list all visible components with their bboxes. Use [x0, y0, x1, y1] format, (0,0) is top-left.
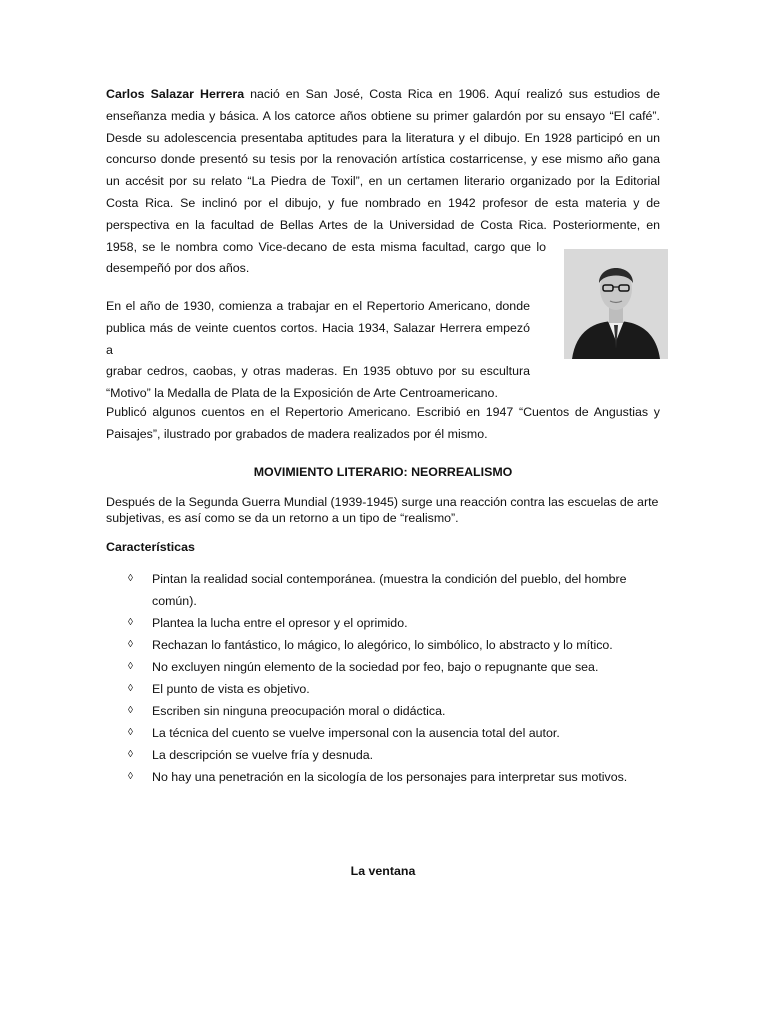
- characteristics-heading: Características: [106, 540, 195, 554]
- story-title: La ventana: [350, 864, 416, 878]
- list-item: ◊ No hay una penetración en la sicología de los personajes para interpretar sus motivos.: [106, 766, 660, 788]
- list-item: ◊ La técnica del cuento se vuelve impersonal con la ausencia total del autor.: [106, 722, 660, 744]
- diamond-bullet-icon: ◊: [128, 749, 133, 760]
- diamond-bullet-icon: ◊: [128, 661, 133, 672]
- list-item: ◊ Escriben sin ninguna preocupación moral o didáctica.: [106, 700, 660, 722]
- portrait-photo-icon: [564, 249, 668, 359]
- list-item: ◊ Rechazan lo fantástico, lo mágico, lo alegórico, lo simbólico, lo abstracto y lo mítico.: [106, 634, 660, 656]
- works-line: Publicó algunos cuentos en el Repertorio Americano. Escribió en 1947 “Cuentos de Angustias y: [106, 405, 660, 419]
- career-line: grabar cedros, caobas, y otras maderas. En 1935 obtuvo por su escultura: [106, 364, 530, 379]
- author-portrait-photo: [564, 249, 668, 359]
- bio-line: un accésit por su relato “La Piedra de Toxil”, en un certamen literario organizado por la Editorial: [106, 174, 660, 189]
- diamond-bullet-icon: ◊: [128, 771, 133, 782]
- author-name: Carlos Salazar Herrera: [106, 87, 245, 101]
- list-item: ◊ No excluyen ningún elemento de la sociedad por feo, bajo o repugnante que sea.: [106, 656, 660, 678]
- bio-line: 1958, se le nombra como Vice-decano de esta misma facultad, cargo que lo: [106, 239, 546, 254]
- list-item: ◊ La descripción se vuelve fría y desnuda.: [106, 744, 660, 766]
- works-paragraph: [106, 402, 660, 446]
- bio-line: desempeñó por dos años.: [106, 261, 250, 276]
- diamond-bullet-icon: ◊: [128, 683, 133, 694]
- diamond-bullet-icon: ◊: [128, 727, 133, 738]
- diamond-bullet-icon: ◊: [128, 639, 133, 650]
- works-line: Paisajes”, ilustrado por grabados de madera realizados por él mismo.: [106, 426, 488, 441]
- diamond-bullet-icon: ◊: [128, 573, 133, 584]
- movement-heading: MOVIMIENTO LITERARIO: NEORREALISMO: [253, 465, 513, 479]
- bio-line: Desde su adolescencia presentaba aptitudes para la literatura y el dibujo. En 1928 participó en un: [106, 130, 660, 145]
- movement-intro: Después de la Segunda Guerra Mundial (1939-1945) surge una reacción contra las escuelas de arte subjetivas, es así como se da un retorno a un tipo de “realismo”.: [106, 495, 659, 525]
- list-item: ◊ Pintan la realidad social contemporánea. (muestra la condición del pueblo, del hombre común).: [106, 568, 660, 612]
- career-line: En el año de 1930, comienza a trabajar en el Repertorio Americano, donde: [106, 299, 530, 313]
- bio-line: concurso donde presentó su tesis por la renovación artística costarricense, y ese mismo año gana: [106, 152, 660, 167]
- list-item: ◊ El punto de vista es objetivo.: [106, 678, 660, 700]
- diamond-bullet-icon: ◊: [128, 705, 133, 716]
- career-paragraph: [106, 296, 530, 405]
- characteristics-list: [106, 568, 660, 788]
- career-line: publica más de veinte cuentos cortos. Hacia 1934, Salazar Herrera empezó a: [106, 320, 530, 357]
- bio-line: perspectiva en la facultad de Bellas Artes de la Universidad de Costa Rica. Posteriormente, en: [106, 217, 660, 232]
- bio-line: enseñanza media y básica. A los catorce años obtiene su primer galardón por su ensayo “El café”.: [106, 108, 660, 123]
- career-line: “Motivo” la Medalla de Plata de la Exposición de Arte Centroamericano.: [106, 386, 498, 401]
- bio-line: Costa Rica. Se inclinó por el dibujo, y fue nombrado en 1942 profesor de esta materia y de: [106, 195, 660, 210]
- bio-line: Carlos Salazar Herrera nació en San José, Costa Rica en 1906. Aquí realizó sus estudios de: [106, 87, 660, 101]
- list-item: ◊ Plantea la lucha entre el opresor y el oprimido.: [106, 612, 660, 634]
- diamond-bullet-icon: ◊: [128, 617, 133, 628]
